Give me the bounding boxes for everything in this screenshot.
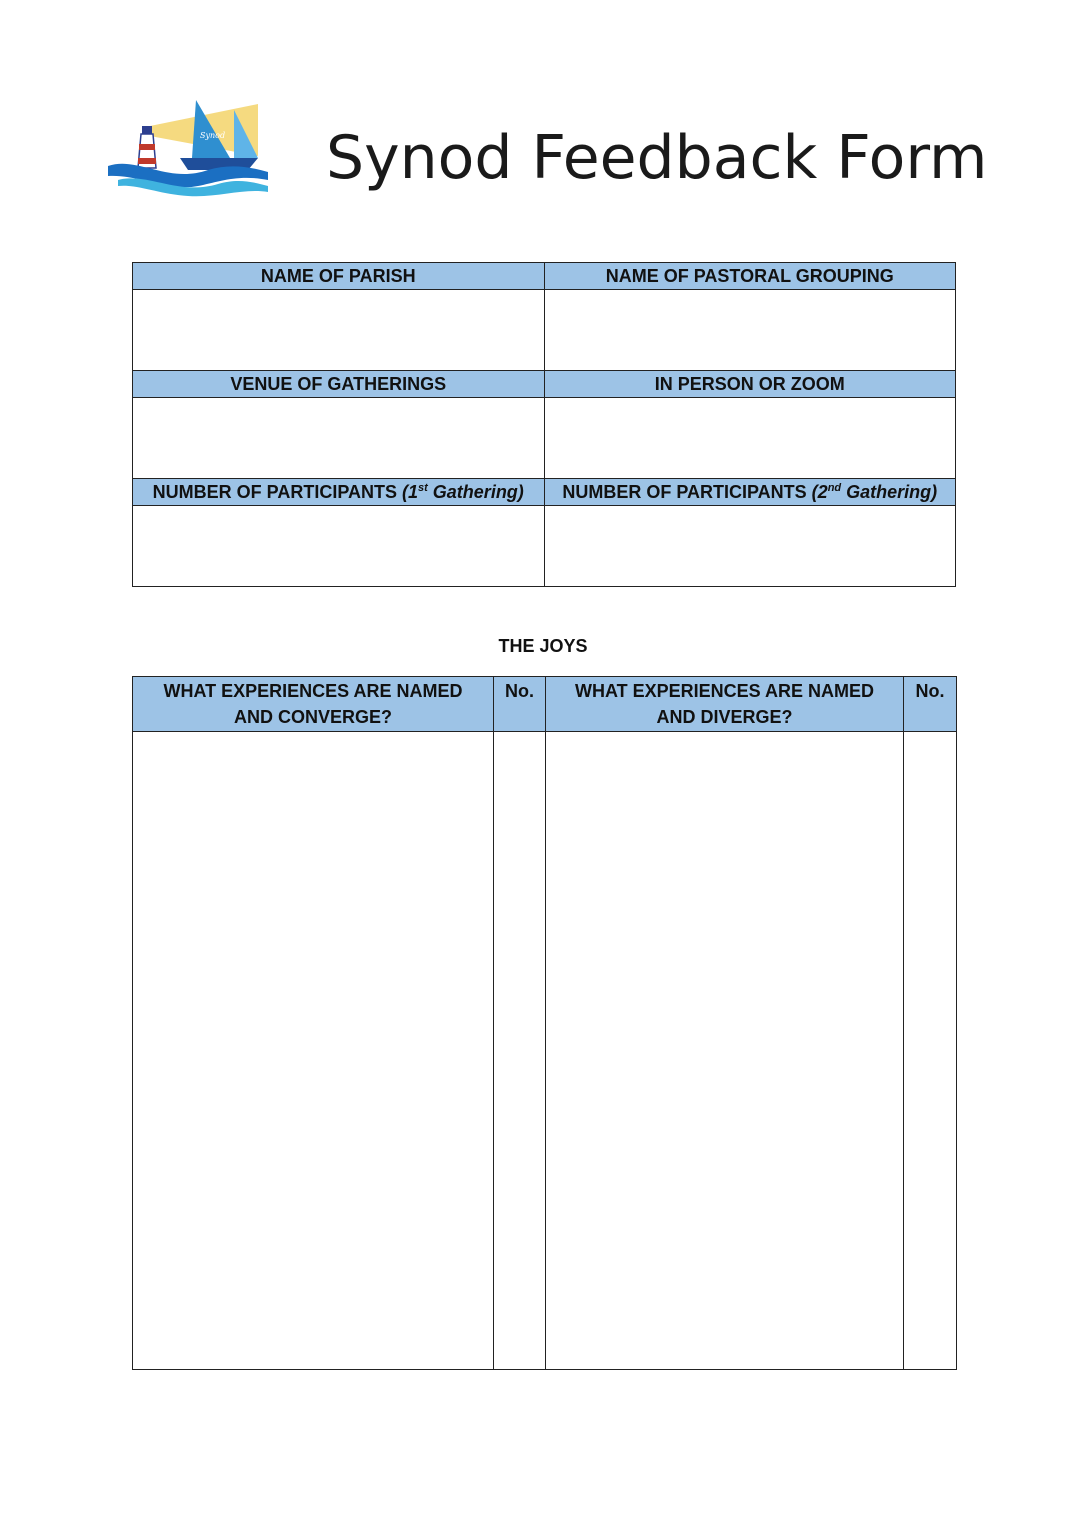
ordinal-suffix: st: [418, 482, 428, 494]
converge-experiences-field[interactable]: [133, 732, 494, 1370]
ordinal-suffix: nd: [827, 482, 842, 494]
parish-name-field[interactable]: [133, 290, 545, 371]
participants-first-gathering-field[interactable]: [133, 506, 545, 587]
converge-number-header: [494, 677, 546, 732]
diverge-experiences-field[interactable]: [546, 732, 904, 1370]
converge-number-field[interactable]: [494, 732, 546, 1370]
page-title: Synod Feedback Form: [326, 123, 988, 193]
parish-info-table: [132, 262, 956, 587]
header-line: AND DIVERGE?: [656, 707, 793, 727]
joys-table: [132, 676, 957, 1370]
svg-text:Synod: Synod: [200, 131, 226, 140]
venue-field[interactable]: [133, 398, 545, 479]
synod-logo-icon: [108, 96, 268, 198]
pastoral-grouping-header: NAME OF PASTORAL GROUPING: [544, 263, 956, 290]
number-label: No.: [505, 681, 534, 701]
converge-experiences-header: [133, 677, 494, 732]
diverge-experiences-header: [546, 677, 904, 732]
gathering-label: Gathering): [427, 482, 524, 502]
participants-first-gathering-header: [133, 479, 545, 506]
venue-header: VENUE OF GATHERINGS: [133, 371, 545, 398]
header-line: WHAT EXPERIENCES ARE NAMED: [163, 681, 463, 701]
joys-section-title: THE JOYS: [498, 636, 588, 656]
participants-second-gathering-header: [544, 479, 956, 506]
header-line: WHAT EXPERIENCES ARE NAMED: [574, 681, 875, 701]
in-person-or-zoom-header: IN PERSON OR ZOOM: [544, 371, 956, 398]
ordinal-number: (1: [402, 482, 419, 502]
diverge-number-header: [904, 677, 957, 732]
pastoral-grouping-field[interactable]: [544, 290, 956, 371]
participants-label: NUMBER OF PARTICIPANTS: [152, 482, 402, 502]
parish-name-header: NAME OF PARISH: [133, 263, 545, 290]
ordinal-number: (2: [811, 482, 828, 502]
number-label: No.: [915, 681, 945, 701]
participants-label: NUMBER OF PARTICIPANTS: [562, 482, 812, 502]
participants-second-gathering-field[interactable]: [544, 506, 956, 587]
header-line: AND CONVERGE?: [233, 707, 392, 727]
in-person-or-zoom-field[interactable]: [544, 398, 956, 479]
gathering-label: Gathering): [841, 482, 938, 502]
diverge-number-field[interactable]: [904, 732, 957, 1370]
